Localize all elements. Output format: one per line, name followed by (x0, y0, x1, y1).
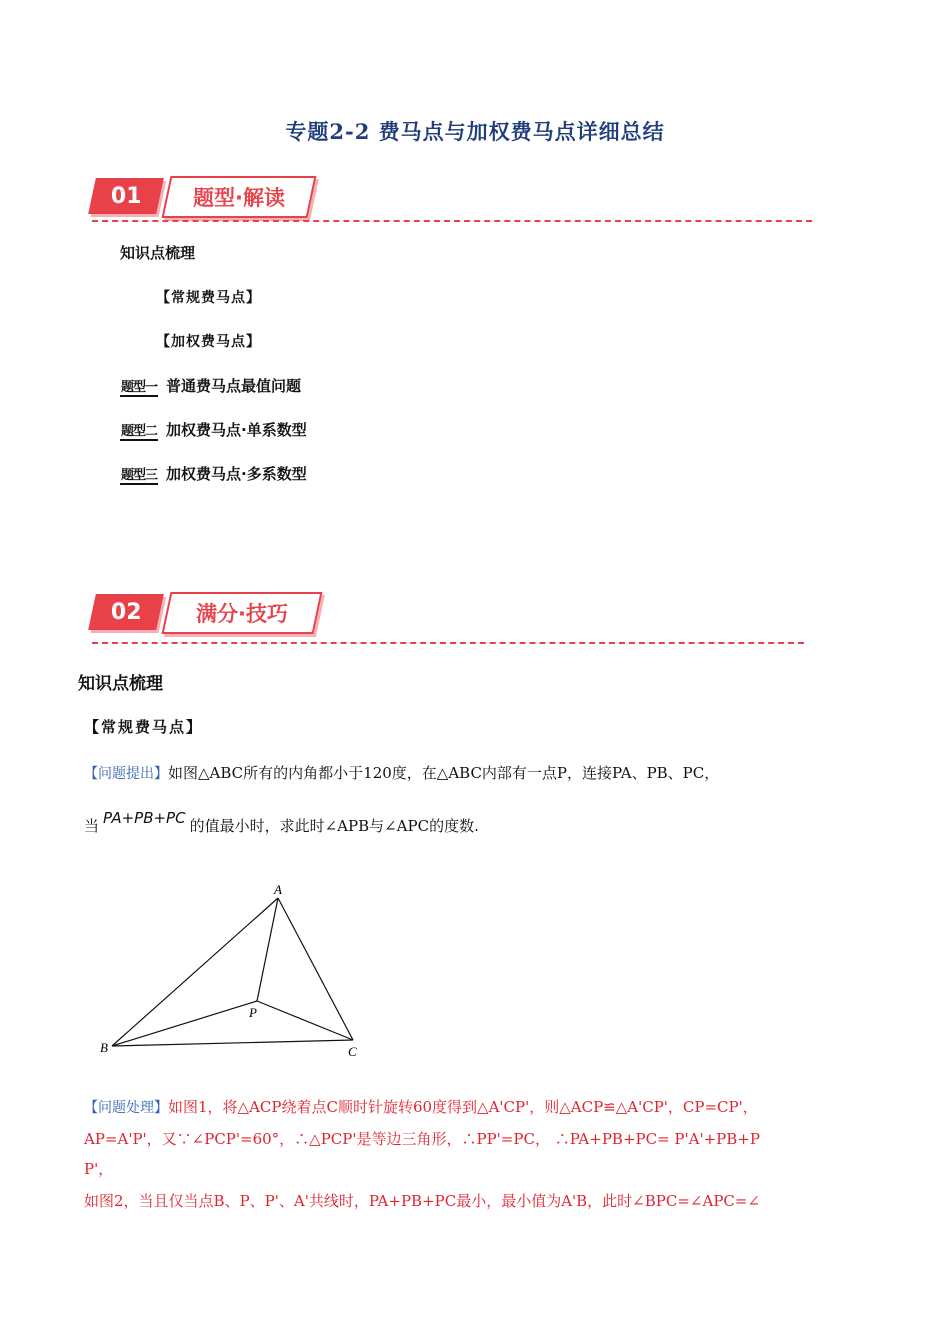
toc-item-text: 加权费马点·单系数型 (166, 421, 307, 439)
edge-ac (278, 898, 353, 1040)
segment-pc (257, 1001, 353, 1040)
label-p: P (249, 1005, 257, 1020)
content-subheading: 【常规费马点】 (84, 718, 204, 736)
process-tag: 【问题处理】 (84, 1100, 168, 1116)
toc-item-1 (120, 375, 301, 397)
type-tag: 题型二 (120, 420, 158, 441)
section-number-02: 02 (88, 594, 164, 630)
toc-item-2 (120, 419, 307, 441)
toc-sub-weighted: 【加权费马点】 (156, 334, 261, 350)
label-b: B (100, 1040, 108, 1055)
section-divider (92, 220, 812, 222)
question-text: 如图△ABC所有的内角都小于120度，在△ABC内部有一点P，连接PA、PB、PC， (168, 764, 720, 782)
type-tag: 题型一 (120, 376, 158, 397)
segment-pb (112, 1001, 257, 1046)
edge-ab (112, 898, 278, 1046)
process-line-3: P'， (84, 1160, 114, 1178)
question-tag: 【问题提出】 (84, 766, 168, 782)
toc-heading: 知识点梳理 (120, 244, 196, 262)
edge-bc (112, 1040, 353, 1046)
section-label-02: 满分·技巧 (162, 592, 323, 634)
process-line-1 (84, 1096, 874, 1119)
toc-item-text: 普通费马点最值问题 (166, 377, 302, 395)
section-number-01: 01 (88, 178, 164, 214)
formula: PA+PB+PC (103, 809, 186, 827)
question-line-1 (84, 762, 864, 785)
label-c: C (348, 1044, 357, 1059)
section-divider (92, 642, 804, 644)
question-line-2 (84, 809, 864, 837)
page-title: 专题2-2 费马点与加权费马点详细总结 (285, 119, 665, 144)
process-text: 如图1，将△ACP绕着点C顺时针旋转60度得到△A'CP'，则△ACP≌△A'CP'，CP=CP'， (168, 1098, 758, 1116)
toc-item-text: 加权费马点·多系数型 (166, 465, 307, 483)
label-a: A (274, 882, 282, 897)
question-text: 当 (84, 817, 100, 835)
process-line-4: 如图2，当且仅当点B、P、P'、A'共线时，PA+PB+PC最小，最小值为A'B，此时∠BPC=∠APC=∠ (84, 1192, 761, 1210)
question-text: 的值最小时，求此时∠APB与∠APC的度数. (189, 817, 479, 835)
toc-sub-regular: 【常规费马点】 (156, 290, 261, 306)
type-tag: 题型三 (120, 464, 158, 485)
toc-item-3 (120, 463, 307, 485)
process-line-2: AP=A'P'，又∵∠PCP'=60°，∴△PCP'是等边三角形，∴PP'=PC， ∴PA+PB+PC= P'A'+PB+P (84, 1130, 760, 1148)
section-label-01: 题型·解读 (162, 176, 317, 218)
triangle-figure (90, 880, 380, 1065)
content-heading: 知识点梳理 (78, 674, 163, 694)
